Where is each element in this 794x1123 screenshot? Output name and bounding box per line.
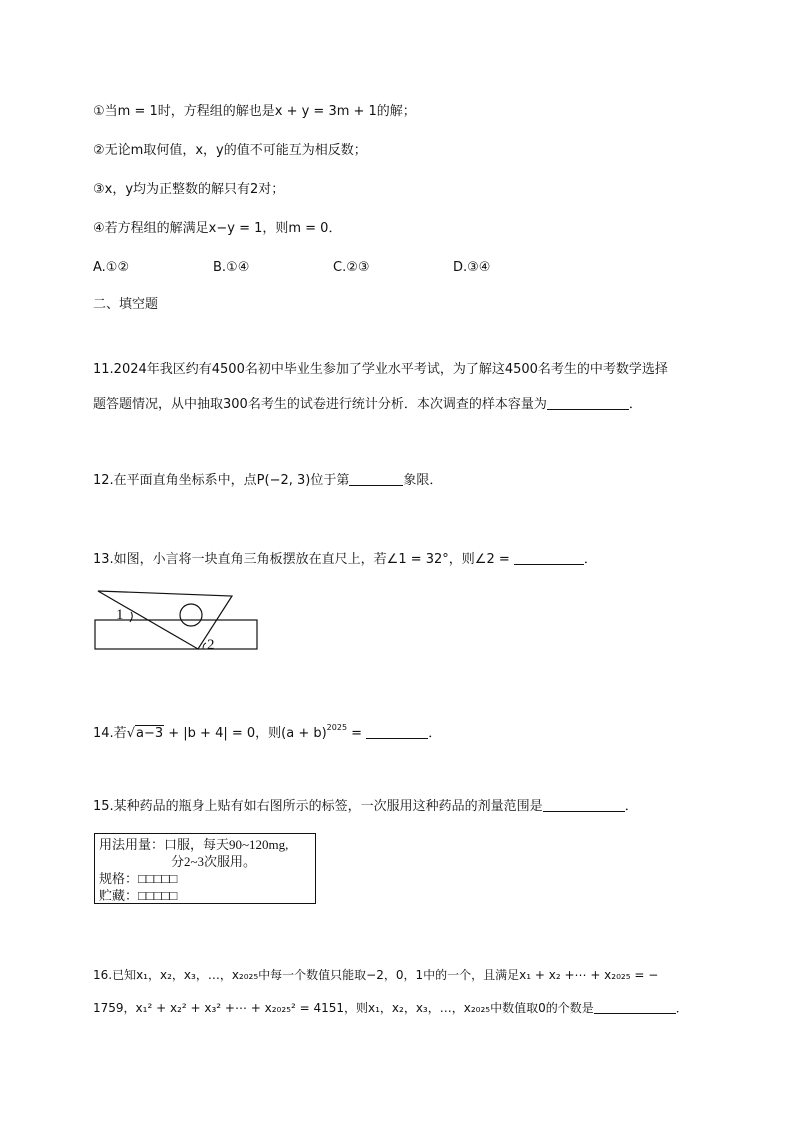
q16-line2 [93,999,688,1017]
statement-1: ①当m = 1时，方程组的解也是x + y = 3m + 1的解； [93,104,416,119]
label-spec: 规格：□□□□□ [99,871,178,886]
option-b: B.①④ [213,260,250,275]
statement-3: ③x，y均为正整数的解只有2对； [93,182,285,197]
q13-line [93,550,597,569]
q16-answer-blank [594,999,676,1014]
option-c: C.②③ [333,260,370,275]
q11-text: 题答题情况，从中抽取300名考生的试卷进行统计分析．本次调查的样本容量为 [93,397,547,412]
q16-text: 1759，x₁² + x₂² + x₃² +⋯ + x₂₀₂₅² = 4151，则x₁，x₂，x₃，…，x₂₀₂₅中数值取0的个数是 [93,1001,594,1015]
set-square-hole [180,604,202,626]
q14-text-b: + |b + 4| = 0，则(a + b) [164,726,327,741]
q14-answer-blank [366,724,428,739]
q12-end: 象限． [403,473,443,488]
option-a: A.①② [93,260,130,275]
q12-line [93,471,442,490]
q14-line [93,719,441,743]
angle-1-label: 1 [116,607,124,623]
angle-2-arc [203,643,206,649]
q14-text-a: 14.若 [93,726,127,741]
q16-end: ． [675,1001,688,1015]
statement-2: ②无论m取何值，x，y的值不可能互为相反数； [93,143,367,158]
q14-text-c: = [347,726,367,741]
option-d: D.③④ [453,260,491,275]
q15-answer-blank [543,797,625,812]
q15-text: 15.某种药品的瓶身上贴有如右图所示的标签，一次服用这种药品的剂量范围是 [93,799,543,814]
q13-answer-blank [514,550,584,565]
q16-line1: 16.已知x₁，x₂，x₃，…，x₂₀₂₅中每一个数值只能取−2，0，1中的一个，且满足x₁ + x₂ +⋯ + x₂₀₂₅ = − [93,968,659,982]
q12-answer-blank [349,471,403,486]
label-storage: 贮藏：□□□□□ [99,888,178,903]
q14-radicand: a−3 [135,726,164,741]
label-usage: 用法用量：口服，每天90~120mg, [99,837,289,852]
statement-4: ④若方程组的解满足x−y = 1，则m = 0． [93,221,342,236]
q12-text: 12.在平面直角坐标系中，点P(−2, 3)位于第 [93,473,350,488]
angle-2-label: 2 [207,637,215,653]
q11-end: ． [628,397,642,412]
q15-end: ． [624,799,638,814]
sqrt-symbol: √ [126,726,135,741]
q13-end: ． [583,552,597,567]
section-title: 二、填空题 [93,297,159,312]
q13-ruler-triangle-figure [90,585,262,655]
q13-text: 13.如图，小言将一块直角三角板摆放在直尺上，若∠1 = 32°，则∠2 = [93,552,514,567]
q11-answer-blank [547,395,629,410]
q11-line1: 11.2024年我区约有4500名初中毕业生参加了学业水平考试，为了解这4500名考生的中考数学选择 [93,362,668,377]
q14-end: ． [428,726,442,741]
q11-line2 [93,395,642,414]
q14-exponent: 2025 [326,723,348,732]
q15-line [93,797,638,816]
ruler [95,620,257,649]
medicine-label-box [94,833,316,904]
label-dosage: 分2~3次服用。 [171,854,257,869]
